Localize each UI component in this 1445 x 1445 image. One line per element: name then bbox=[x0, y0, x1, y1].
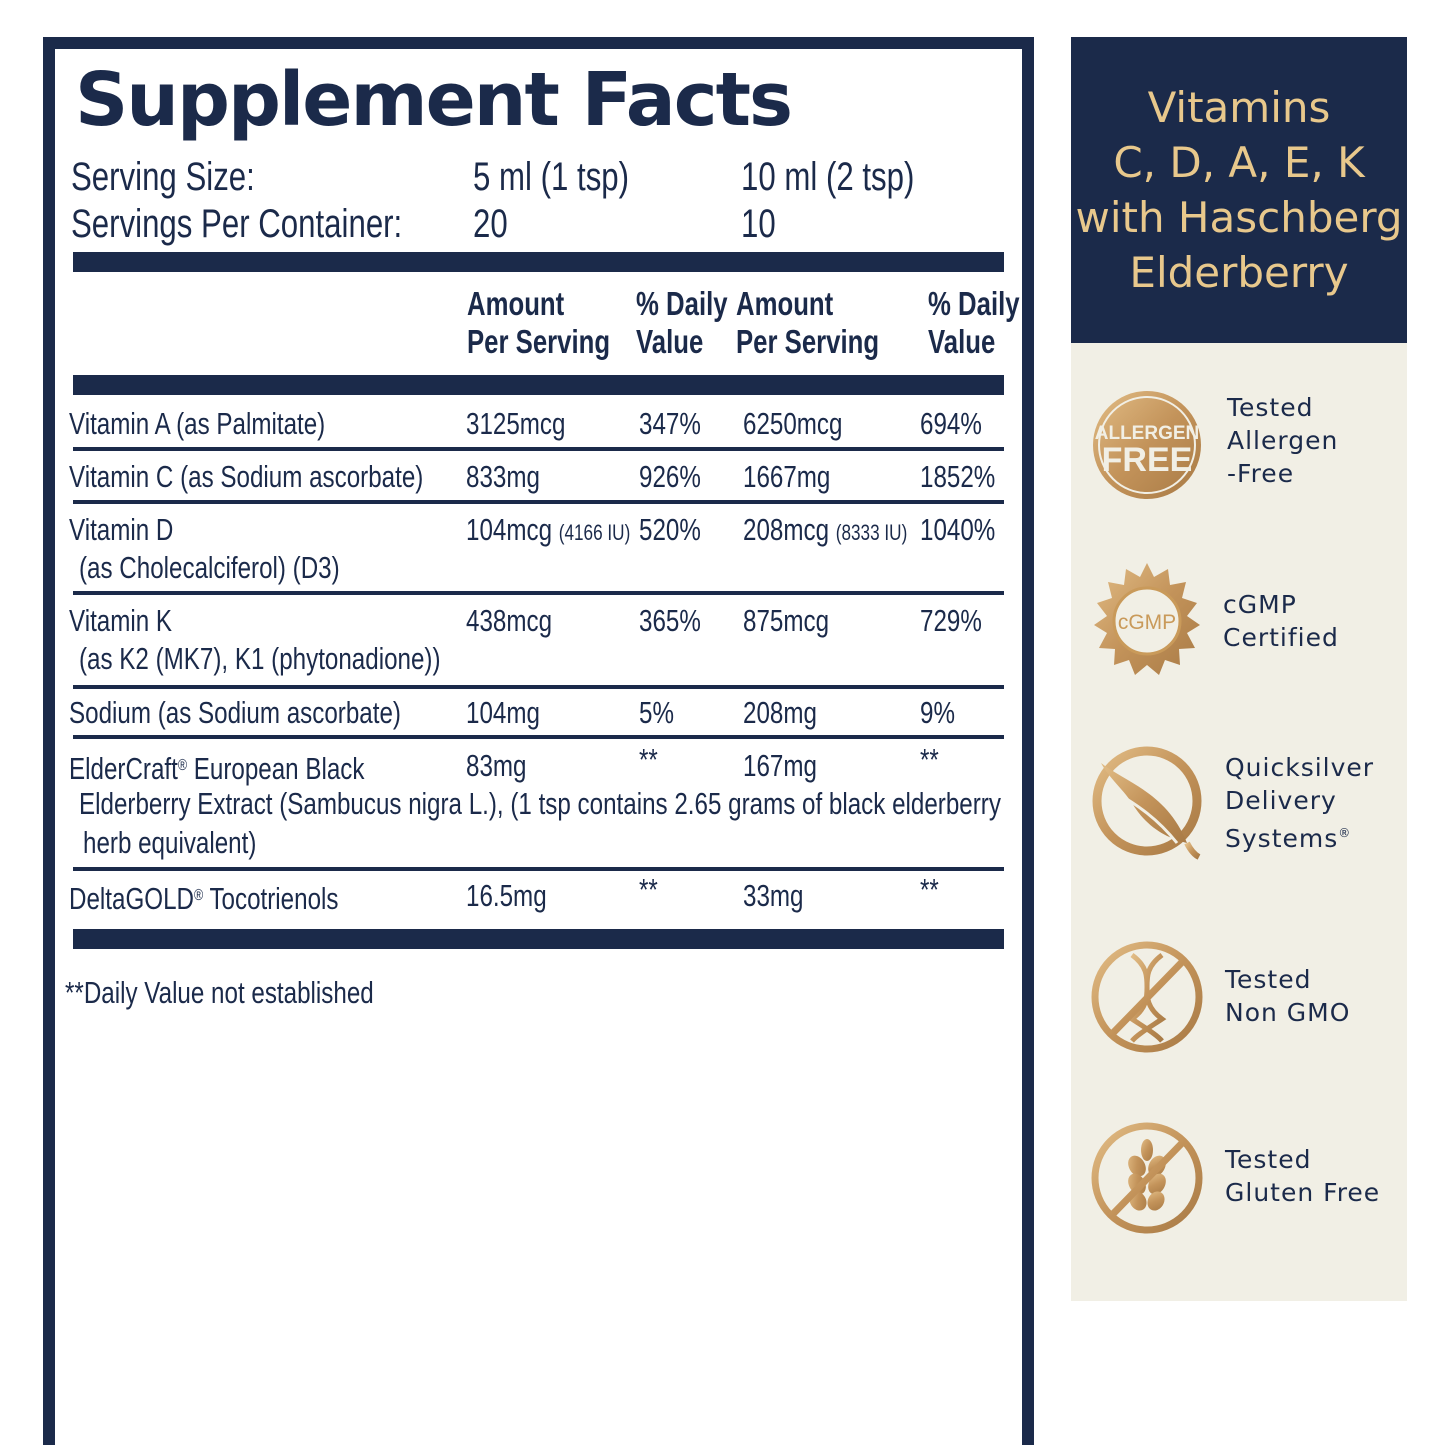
row-amount-1: 16.5mg bbox=[466, 878, 547, 913]
row-divider bbox=[73, 447, 1004, 451]
servings-2: 10 bbox=[741, 202, 776, 246]
row-amount-2: 875mcg bbox=[743, 603, 830, 638]
row-amount-1: 833mg bbox=[466, 459, 540, 494]
row-name: Vitamin D bbox=[69, 512, 174, 547]
badges-panel bbox=[1071, 343, 1407, 1301]
row-amount-2: 167mg bbox=[743, 748, 817, 783]
row-divider bbox=[73, 867, 1004, 871]
row-amount-2: 208mg bbox=[743, 695, 817, 730]
row-dv-1: 926% bbox=[639, 459, 701, 494]
gluten-free-icon bbox=[1087, 1118, 1207, 1238]
row-dv-1: ** bbox=[639, 742, 658, 777]
row-dv-2: ** bbox=[920, 872, 939, 907]
row-dv-2: 1040% bbox=[920, 512, 996, 547]
row-dv-2: 694% bbox=[920, 406, 982, 441]
row-amount-2: 6250mcg bbox=[743, 406, 843, 441]
svg-text:FREE: FREE bbox=[1101, 441, 1193, 479]
row-dv-2: ** bbox=[920, 742, 939, 777]
row-name: DeltaGOLD® Tocotrienols bbox=[69, 881, 339, 916]
row-dv-1: 365% bbox=[639, 603, 701, 638]
badge-label-glutenfree: Tested Gluten Free bbox=[1225, 1145, 1381, 1207]
row-dv-1: 347% bbox=[639, 406, 701, 441]
row-amount-1: 3125mcg bbox=[466, 406, 566, 441]
row-dv-1: 520% bbox=[639, 512, 701, 547]
cgmp-seal-icon bbox=[1087, 561, 1207, 681]
header-amount-1: Amount Per Serving bbox=[467, 285, 611, 360]
row-dv-1: 5% bbox=[639, 695, 674, 730]
supplement-facts-panel bbox=[43, 37, 1034, 1445]
serving-size-1: 5 ml (1 tsp) bbox=[473, 155, 630, 199]
row-dv-2: 729% bbox=[920, 603, 982, 638]
row-dv-2: 1852% bbox=[920, 459, 996, 494]
svg-text:ALLERGEN: ALLERGEN bbox=[1094, 423, 1200, 444]
quicksilver-leaf-icon bbox=[1087, 743, 1207, 863]
row-amount-2: 1667mg bbox=[743, 459, 831, 494]
header-dv-2: % Daily Value bbox=[928, 285, 1020, 360]
row-amount-1: 438mcg bbox=[466, 603, 553, 638]
header-amount-2: Amount Per Serving bbox=[736, 285, 880, 360]
serving-size-2: 10 ml (2 tsp) bbox=[741, 155, 915, 199]
row-amount-1: 104mg bbox=[466, 695, 540, 730]
row-name: Vitamin C (as Sodium ascorbate) bbox=[69, 459, 424, 494]
row-subtext: (as Cholecalciferol) (D3) bbox=[79, 550, 340, 585]
badge-label-allergen: Tested Allergen -Free bbox=[1227, 393, 1339, 488]
row-subtext: Elderberry Extract (Sambucus nigra L.), (1 tsp contains 2.65 grams of black elderberry bbox=[79, 786, 1001, 821]
allergen-free-icon bbox=[1087, 385, 1207, 505]
servings-per-container-label: Servings Per Container: bbox=[71, 202, 403, 246]
row-divider bbox=[73, 735, 1004, 739]
badge-label-quicksilver: Quicksilver Delivery Systems® bbox=[1225, 753, 1375, 853]
product-title: Vitamins C, D, A, E, K with Haschberg Elderberry bbox=[1075, 83, 1403, 297]
divider-thick bbox=[73, 252, 1004, 272]
row-subtext: (as K2 (MK7), K1 (phytonadione)) bbox=[79, 641, 441, 676]
row-amount-2: 33mg bbox=[743, 878, 804, 913]
row-amount-1: 104mcg (4166 IU) bbox=[466, 512, 631, 547]
row-divider bbox=[73, 500, 1004, 504]
row-amount-1: 83mg bbox=[466, 748, 527, 783]
row-dv-2: 9% bbox=[920, 695, 955, 730]
row-name: Vitamin K bbox=[69, 603, 173, 638]
row-divider bbox=[73, 591, 1004, 595]
svg-text:cGMP: cGMP bbox=[1117, 611, 1177, 634]
serving-size-label: Serving Size: bbox=[71, 155, 255, 199]
row-subtext: herb equivalent) bbox=[83, 825, 257, 860]
row-divider bbox=[73, 685, 1004, 689]
row-dv-1: ** bbox=[639, 872, 658, 907]
divider-thick bbox=[73, 375, 1004, 395]
product-title-box bbox=[1071, 37, 1407, 343]
row-amount-2: 208mcg (8333 IU) bbox=[743, 512, 908, 547]
badge-label-cgmp: cGMP Certified bbox=[1223, 590, 1339, 652]
non-gmo-icon bbox=[1087, 937, 1207, 1057]
row-name: Vitamin A (as Palmitate) bbox=[69, 406, 326, 441]
panel-title: Supplement Facts bbox=[75, 57, 792, 143]
footnote: **Daily Value not established bbox=[65, 975, 374, 1010]
row-name: Sodium (as Sodium ascorbate) bbox=[69, 695, 401, 730]
header-dv-1: % Daily Value bbox=[636, 285, 728, 360]
badge-label-nongmo: Tested Non GMO bbox=[1225, 965, 1351, 1027]
servings-1: 20 bbox=[473, 202, 508, 246]
divider-thick bbox=[73, 929, 1004, 949]
row-name: ElderCraft® European Black bbox=[69, 751, 365, 786]
